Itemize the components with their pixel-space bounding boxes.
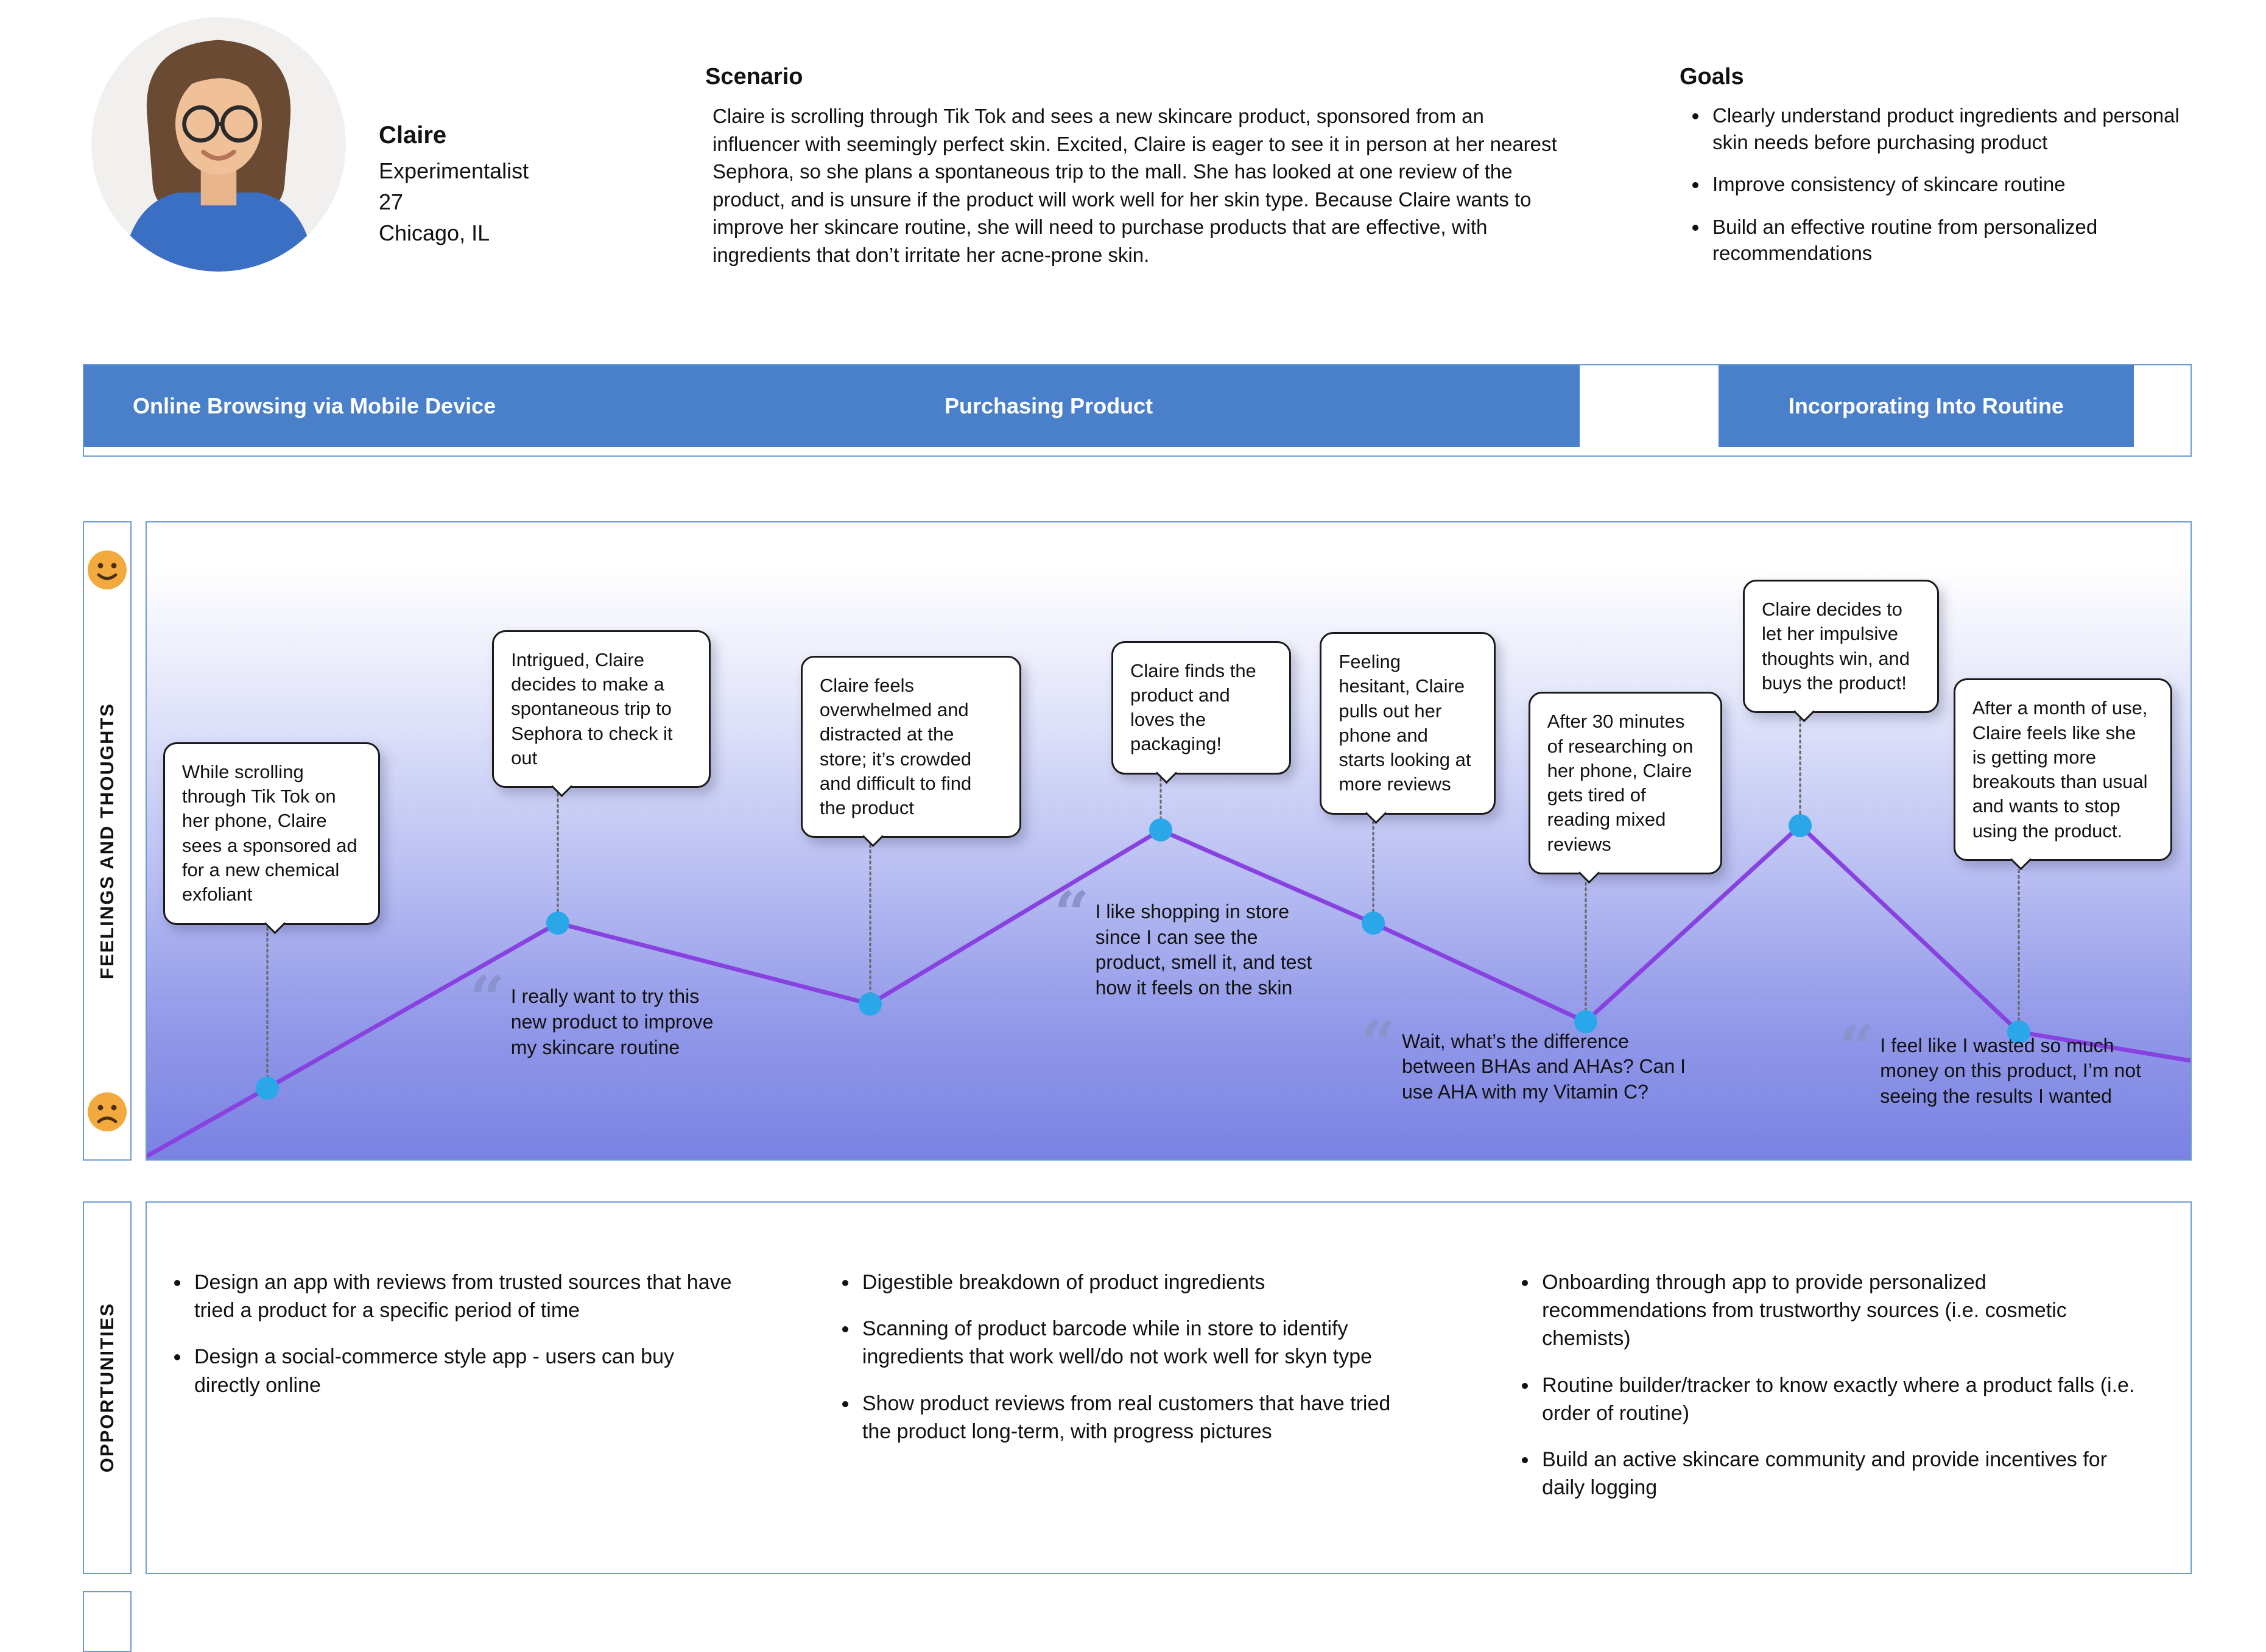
- journey-event-text: Claire decides to let her impulsive thoughts win, and buys the product!: [1762, 599, 1910, 694]
- opportunities-section-label: OPPORTUNITIES: [96, 1302, 118, 1473]
- goal-item: • Build an effective routine from personalized recommendations: [1709, 214, 2203, 267]
- customer-quote: [1360, 1029, 1687, 1105]
- goals-list: [1680, 102, 2203, 267]
- opportunities-column-1: [159, 1268, 736, 1520]
- journey-event-text: After a month of use, Claire feels like she is getting more breakouts than usual and wants to stop using the product.: [1972, 697, 2148, 842]
- opportunity-item: • Design a social-commerce style app - users can buy directly online: [191, 1343, 736, 1399]
- opportunity-item: • Show product reviews from real customers that have tried the product long-term, with progress pictures: [859, 1390, 1415, 1446]
- journey-event-text: Claire finds the product and loves the packaging!: [1130, 659, 1256, 755]
- journey-event-text: Intrigued, Claire decides to make a spontaneous trip to Sephora to check it out: [511, 648, 673, 768]
- quote-text: Wait, what’s the difference between BHAs and AHAs? Can I use AHA with my Vitamin C?: [1401, 1030, 1686, 1103]
- journey-event-text: Claire feels overwhelmed and distracted at the store; it’s crowded and difficult to find the product: [819, 674, 972, 819]
- persona-photo: [91, 17, 346, 272]
- journey-event-bubble: [492, 630, 711, 788]
- persona-age: 27: [379, 189, 404, 215]
- goals-heading: Goals: [1680, 64, 1744, 90]
- phase-label-purchasing-product: Purchasing Product: [945, 393, 1153, 418]
- customer-quote: [1839, 1033, 2156, 1109]
- persona-descriptor: Experimentalist: [379, 158, 529, 183]
- goal-item: • Clearly understand product ingredients and personal skin needs before purchasing product: [1709, 102, 2203, 155]
- quote-text: I like shopping in store since I can see the product, smell it, and test how it feels on the skin: [1095, 901, 1312, 999]
- persona-location: Chicago, IL: [379, 220, 490, 246]
- opportunities-column-2: [827, 1268, 1415, 1520]
- journey-point-marker: [1362, 912, 1385, 935]
- journey-point-marker: [1149, 818, 1172, 842]
- journey-point-marker: [546, 912, 569, 935]
- scenario-text: Claire is scrolling through Tik Tok and sees a new skincare product, sponsored from an influencer with seemingly perfect skin. Excited, Claire is eager to see it in person at her nearest Sephora, so she plans a spontaneous trip to the mall. She has looked at one review of the product, and is unsure if the product will work well for her skin type. Because Claire wants to improve her skincare routine, she will need to purchase products that are effective, with ingredients that don’t irritate her acne-prone skin.: [713, 105, 1557, 266]
- journey-event-bubble: [801, 656, 1021, 838]
- scenario-section: [705, 64, 1564, 269]
- journey-point-marker: [1789, 814, 1812, 837]
- quote-icon: [470, 974, 505, 1023]
- journey-event-text: Feeling hesitant, Claire pulls out her phone and starts looking at more reviews: [1339, 650, 1471, 795]
- scenario-heading: Scenario: [705, 64, 803, 90]
- opportunity-item: • Routine builder/tracker to know exactly where a product falls (i.e. order of routine): [1538, 1371, 2154, 1427]
- persona-photo-illustration: [91, 17, 346, 272]
- persona-name: Claire: [379, 122, 447, 149]
- opportunity-item: • Onboarding through app to provide personalized recommendations from trustworthy sources (i.e. cosmetic chemists): [1538, 1268, 2154, 1353]
- phase-bar-incorporating-routine: [1719, 365, 2133, 447]
- journey-event-bubble: [1529, 692, 1723, 874]
- customer-quote: [1054, 899, 1320, 1000]
- opportunity-item: • Scanning of product barcode while in store to identify ingredients that work well/do not work well for skyn type: [859, 1315, 1415, 1371]
- quote-icon: [1360, 1019, 1396, 1068]
- journey-phases: [83, 364, 2192, 457]
- opportunity-item: • Digestible breakdown of product ingredients: [859, 1268, 1415, 1296]
- next-section-stub: [83, 1591, 132, 1652]
- customer-quote: [470, 984, 735, 1060]
- goals-section: [1680, 64, 2203, 283]
- happy-face-icon: [85, 548, 129, 592]
- quote-icon: [1054, 890, 1089, 938]
- persona-info: [379, 122, 529, 248]
- journey-event-text: After 30 minutes of researching on her phone, Claire gets tired of reading mixed reviews: [1547, 711, 1694, 855]
- goal-item: • Improve consistency of skincare routine: [1709, 171, 2203, 198]
- feelings-rail: [83, 521, 132, 1161]
- phase-bar-browsing-purchasing: [84, 365, 1580, 447]
- phase-label-incorporating-routine: Incorporating Into Routine: [1788, 393, 2064, 418]
- feelings-section-label: FEELINGS AND THOUGHTS: [96, 702, 118, 980]
- quote-text: I feel like I wasted so much money on this product, I’m not seeing the results I wanted: [1880, 1034, 2141, 1108]
- quote-text: I really want to try this new product to improve my skincare routine: [510, 985, 714, 1058]
- opportunities-column-3: [1507, 1268, 2154, 1520]
- sad-face-icon: [85, 1090, 129, 1134]
- journey-point-marker: [256, 1077, 279, 1100]
- journey-event-bubble: [163, 742, 380, 925]
- opportunity-item: • Build an active skincare community and provide incentives for daily logging: [1538, 1446, 2154, 1502]
- opportunity-item: • Design an app with reviews from trusted sources that have tried a product for a specific period of time: [191, 1268, 736, 1324]
- journey-point-marker: [859, 993, 882, 1016]
- quote-icon: [1839, 1024, 1874, 1072]
- journey-event-bubble: [1954, 678, 2172, 861]
- journey-event-text: While scrolling through Tik Tok on her phone, Claire sees a sponsored ad for a new chemical exfoliant: [181, 761, 357, 905]
- opportunities-panel: [146, 1201, 2192, 1574]
- sentiment-chart: [146, 521, 2192, 1161]
- journey-event-bubble: [1111, 641, 1291, 775]
- journey-event-bubble: [1743, 580, 1939, 713]
- journey-event-bubble: [1320, 632, 1496, 815]
- opportunities-rail: [83, 1201, 132, 1574]
- phase-label-online-browsing: Online Browsing via Mobile Device: [133, 393, 496, 418]
